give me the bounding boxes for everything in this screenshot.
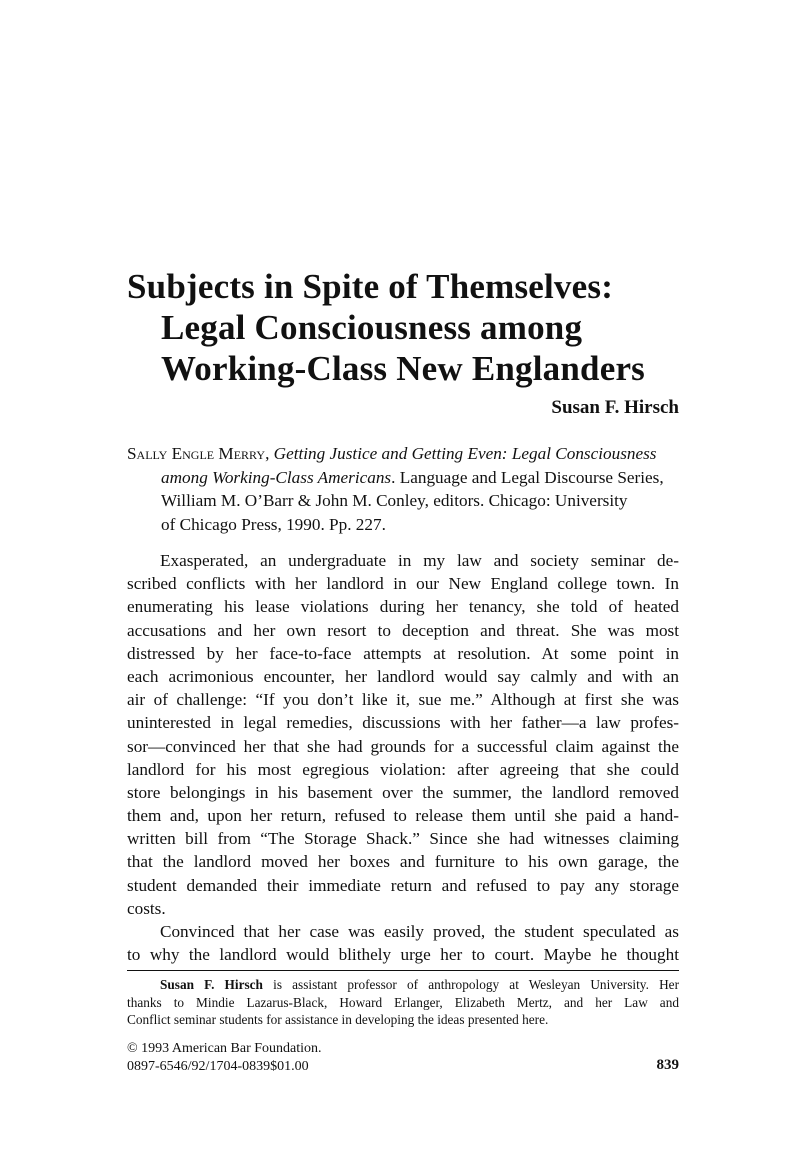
body-text xyxy=(127,549,679,966)
body-line: Exasperated, an undergraduate in my law and society seminar de- xyxy=(160,551,679,570)
footnote-line-2: thanks to Mindie Lazarus-Black, Howard Erlanger, Elizabeth Mertz, and her Law and xyxy=(127,994,679,1010)
body-line: costs. xyxy=(127,898,166,918)
copyright-notice: © 1993 American Bar Foundation. xyxy=(127,1041,322,1056)
title-line-2: Legal Consciousness among xyxy=(161,308,583,347)
series-text: . Language and Legal Discourse Series, xyxy=(391,467,664,487)
body-line: written bill from “The Storage Shack.” Since she had witnesses claiming xyxy=(127,829,679,849)
body-line: enumerating his lease violations during her tenancy, she told of heated xyxy=(127,597,679,617)
body-line: student demanded their immediate return and refused to pay any storage xyxy=(127,875,679,895)
body-line: uninterested in legal remedies, discussions with her father—a law profes- xyxy=(127,713,679,733)
body-line: store belongings in his basement over the summer, the landlord removed xyxy=(127,782,679,802)
body-line: to why the landlord would blithely urge her to court. Maybe he thought xyxy=(127,945,679,965)
publication-info xyxy=(127,1040,679,1075)
publication-code: 0897-6546/92/1704-0839$01.00 xyxy=(127,1058,309,1074)
footnote-divider xyxy=(127,970,679,971)
body-line: landlord for his most egregious violation: after agreeing that she could xyxy=(127,759,679,779)
body-line: accusations and her own resort to deception and threat. She was most xyxy=(127,620,679,640)
author-footnote xyxy=(127,976,679,1029)
footnote-line-3: Conflict seminar students for assistance in developing the ideas presented here. xyxy=(127,1012,549,1027)
page-number: 839 xyxy=(656,1057,679,1073)
citation-line-1 xyxy=(127,442,679,466)
book-title-part-1: Getting Justice and Getting Even: Legal Consciousness xyxy=(273,444,657,463)
citation-line-3: William M. O’Barr & John M. Conley, editors. Chicago: University xyxy=(161,491,628,510)
title-line-3: Working-Class New Englanders xyxy=(161,349,645,388)
citation-line-2 xyxy=(127,466,679,490)
citation-comma: , xyxy=(265,444,270,463)
footnote-line-1 xyxy=(127,976,679,994)
body-line: scribed conflicts with her landlord in our New England college town. In xyxy=(127,574,679,594)
footnote-author: Susan F. Hirsch xyxy=(160,977,263,992)
footnote-line-1-text: is assistant professor of anthropology at Wesleyan University. Her xyxy=(262,977,679,992)
book-title-part-2: among Working-Class Americans xyxy=(161,467,392,487)
body-line: that the landlord moved her boxes and furniture to his own garage, the xyxy=(127,852,679,872)
article-author: Susan F. Hirsch xyxy=(551,397,679,418)
body-line: them and, upon her return, refused to release them until she paid a hand- xyxy=(127,806,679,826)
body-line: sor—convinced her that she had grounds for a successful claim against the xyxy=(127,736,679,756)
citation-line-4: of Chicago Press, 1990. Pp. 227. xyxy=(161,514,386,534)
body-line: distressed by her face-to-face attempts at resolution. At some point in xyxy=(127,643,679,663)
body-line: air of challenge: “If you don’t like it, sue me.” Although at first she was xyxy=(127,690,679,710)
review-citation xyxy=(127,442,679,536)
reviewed-author: Sally Engle Merry xyxy=(127,444,266,463)
body-line: each acrimonious encounter, her landlord would say calmly and with an xyxy=(127,666,679,686)
body-line: Convinced that her case was easily proved, the student speculated as xyxy=(160,922,679,941)
title-line-1: Subjects in Spite of Themselves: xyxy=(127,267,614,306)
article-title xyxy=(127,266,687,389)
